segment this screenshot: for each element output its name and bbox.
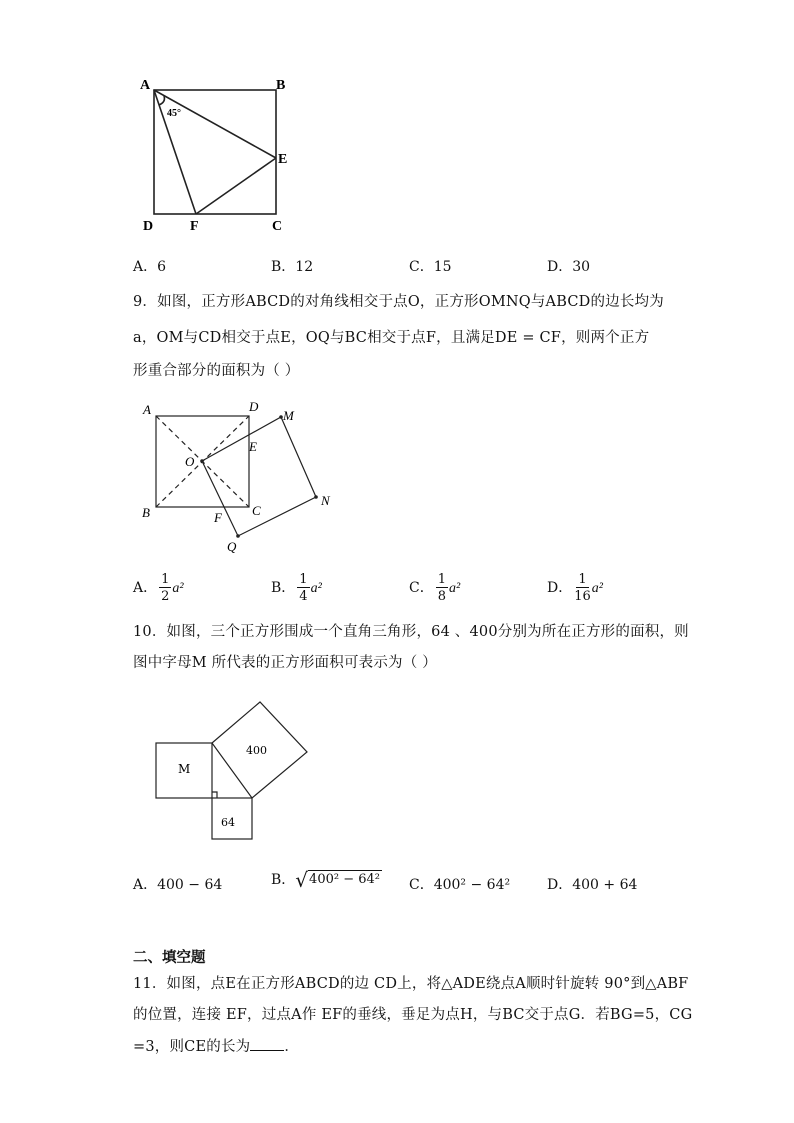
q10-label-400: 400: [246, 744, 267, 757]
q8-choice-c: C．15: [409, 259, 452, 275]
q8-angle-label: 45°: [167, 108, 181, 119]
q10-label-64: 64: [221, 816, 235, 829]
q9-label-n: N: [321, 493, 330, 508]
q8-choice-d: D．30: [547, 259, 591, 275]
q10-choice-b: B． √ 400² − 64²: [271, 868, 380, 892]
q8-figure: [135, 72, 305, 237]
q9-choice-d: D． $\frac{1}{16}$ a²: [547, 572, 603, 604]
q11-text-line3: =3，则CE的长为 ．: [133, 1039, 300, 1055]
q9-label-m: M: [283, 408, 294, 423]
q8-choice-b: B．12: [271, 259, 314, 275]
q8-segment-ae: [154, 90, 276, 158]
q10-text-line2: 图中字母M 所代表的正方形面积可表示为（ ）: [133, 655, 437, 671]
q10-figure: [150, 695, 320, 845]
q9-choice-a: A． $\frac{1}{2}$ a²: [133, 572, 184, 604]
q11-answer-blank[interactable]: [250, 1049, 284, 1051]
q9-text-line2: a，OM与CD相交于点E，OQ与BC相交于点F，且满足DE = CF，则两个正方: [133, 330, 650, 346]
q9-label-d: D: [249, 399, 259, 414]
q10-choice-a: A．400 − 64: [133, 877, 223, 893]
q9-figure: [135, 398, 345, 558]
q10-label-m: M: [178, 762, 191, 776]
q10-choice-c: C．400² − 64²: [409, 877, 511, 893]
q10-right-angle-mark: [212, 792, 217, 798]
q10-text-line1: 10．如图，三个正方形围成一个直角三角形，64 、400分别为所在正方形的面积，则: [133, 624, 689, 640]
q8-label-a: A: [140, 78, 151, 93]
q9-label-a: A: [143, 402, 151, 417]
q8-label-e: E: [278, 152, 288, 167]
section-title: 二、填空题: [133, 950, 206, 966]
q11-text-line1: 11．如图，点E在正方形ABCD的边 CD上，将△ADE绕点A顺时针旋转 90°到△ABF: [133, 976, 689, 992]
q8-choice-a: A．6: [133, 259, 167, 275]
q8-angle-arc: [159, 96, 164, 105]
q9-label-f: F: [214, 510, 222, 525]
q10-choice-b-radicand: 400² − 64²: [309, 872, 380, 887]
q9-label-b: B: [142, 505, 150, 520]
q8-label-c: C: [272, 219, 283, 234]
q9-text-line3: 形重合部分的面积为（ ）: [133, 363, 300, 379]
q8-label-f: F: [190, 219, 199, 234]
q9-label-e: E: [249, 439, 257, 454]
q9-label-q: Q: [227, 539, 237, 554]
q9-choice-b: B． $\frac{1}{4}$ a²: [271, 572, 322, 604]
q8-label-b: B: [276, 78, 286, 93]
q11-text-line2: 的位置，连接 EF，过点A作 EF的垂线，垂足为点H，与BC交于点G．若BG=5，CG: [133, 1007, 693, 1023]
q8-segment-ef: [196, 158, 276, 214]
q10-choice-d: D．400 + 64: [547, 877, 638, 893]
q9-choice-c: C． $\frac{1}{8}$ a²: [409, 572, 461, 604]
q9-text-line1: 9．如图，正方形ABCD的对角线相交于点O，正方形OMNQ与ABCD的边长均为: [133, 294, 664, 310]
q9-label-c: C: [252, 503, 261, 518]
q9-label-o: O: [185, 454, 195, 469]
q8-label-d: D: [143, 219, 154, 234]
